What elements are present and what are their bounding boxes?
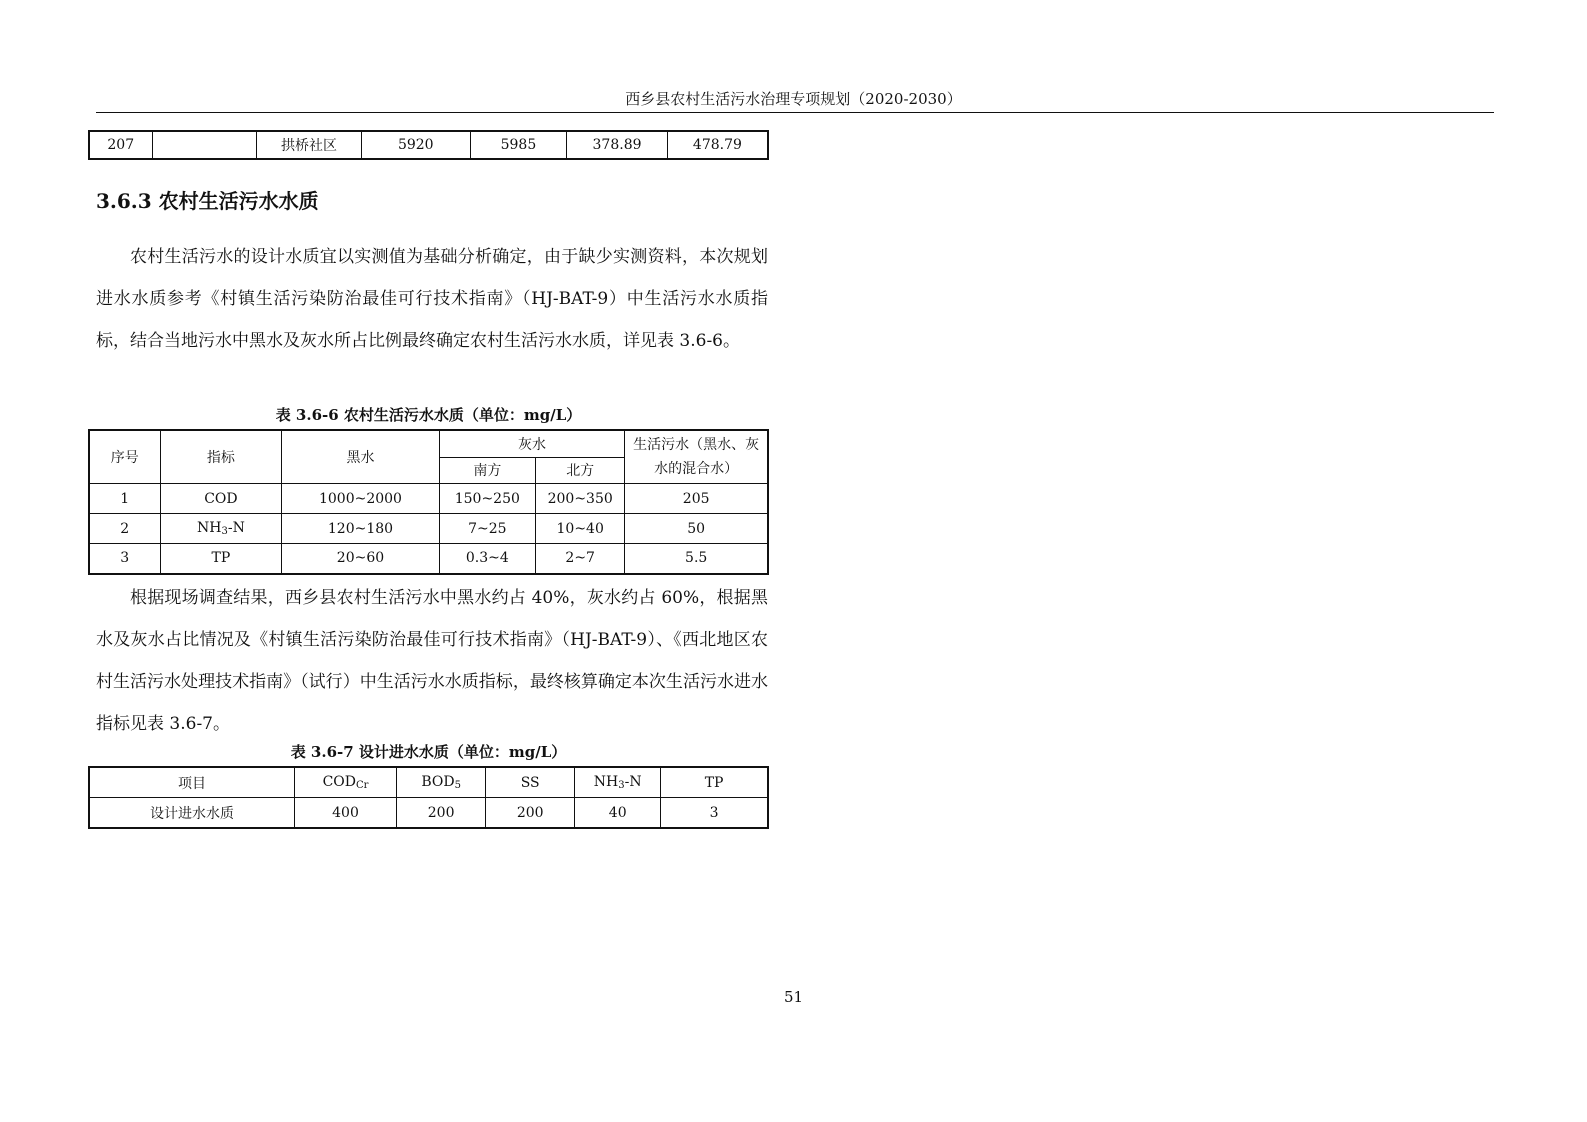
paragraph-intro [96,236,768,362]
table-caption: 表 3.6-7 设计进水水质（单位：mg/L） [290,743,567,761]
cell-tp: 3 [661,798,768,829]
header-mixed-water: 生活污水（黑水、灰水的混合水） [625,430,768,484]
table-row [89,798,768,829]
table-header-row [89,430,768,457]
cell-no: 1 [89,484,160,514]
table-row [89,131,768,159]
indicator-subscript: 3 [221,526,228,537]
cell-mixed: 50 [625,514,768,544]
cell-item: 设计进水水质 [89,798,294,829]
table-row [89,514,768,544]
nh-subscript: 3 [618,780,625,791]
cell-value: 5985 [470,131,567,159]
cell-no: 3 [89,544,160,574]
cell-indicator: TP [160,544,282,574]
cell-blank [152,131,257,159]
nh-tail: -N [624,774,642,790]
cell-no: 2 [89,514,160,544]
cell-south: 7~25 [439,514,535,544]
table-header-row [89,767,768,798]
header-nh3n [575,767,661,798]
running-header-title: 西乡县农村生活污水治理专项规划（2020-2030） [625,90,962,108]
cell-north: 2~7 [536,544,625,574]
cell-no: 207 [89,131,152,159]
indicator-main: NH [197,520,222,536]
cell-cod: 400 [294,798,396,829]
cell-value: 478.79 [667,131,768,159]
paragraph-survey [96,577,768,745]
header-no: 序号 [89,430,160,484]
table-row [89,484,768,514]
header-black-water: 黑水 [282,430,439,484]
cell-black: 1000~2000 [282,484,439,514]
cod-main: COD [322,774,356,790]
cell-indicator: COD [160,484,282,514]
cell-mixed: 5.5 [625,544,768,574]
cell-ss: 200 [486,798,575,829]
header-tp: TP [661,767,768,798]
section-heading: 3.6.3 农村生活污水水质 [96,189,319,213]
cod-subscript: Cr [356,780,369,791]
continued-table [88,130,769,160]
water-quality-table [88,429,769,575]
bod-main: BOD [421,774,455,790]
table-row [89,544,768,574]
cell-black: 20~60 [282,544,439,574]
cell-value: 378.89 [567,131,668,159]
header-item: 项目 [89,767,294,798]
header-south: 南方 [439,457,535,483]
indicator-tail: -N [227,520,245,536]
table-caption: 表 3.6-6 农村生活污水水质（单位：mg/L） [275,406,582,424]
bod-subscript: 5 [454,780,461,791]
cell-indicator [160,514,282,544]
cell-nh3n: 40 [575,798,661,829]
cell-bod: 200 [397,798,486,829]
design-inflow-table [88,766,769,829]
cell-name: 拱桥社区 [257,131,362,159]
header-ss: SS [486,767,575,798]
cell-black: 120~180 [282,514,439,544]
header-cod [294,767,396,798]
header-grey-water: 灰水 [439,430,625,457]
page-number: 51 [783,988,804,1006]
cell-value: 5920 [361,131,470,159]
header-bod [397,767,486,798]
paragraph-text: 农村生活污水的设计水质宜以实测值为基础分析确定，由于缺少实测资料，本次规划进水水质参考《村镇生活污染防治最佳可行技术指南》（HJ-BAT-9）中生活污水水质指标，结合当地污水中黑水及灰水所占比例最终确定农村生活污水水质，详见表 3.6-6。 [96,247,768,351]
cell-north: 200~350 [536,484,625,514]
nh-main: NH [593,774,619,790]
header-north: 北方 [536,457,625,483]
cell-mixed: 205 [625,484,768,514]
cell-south: 150~250 [439,484,535,514]
header-indicator: 指标 [160,430,282,484]
cell-north: 10~40 [536,514,625,544]
header-divider [96,112,1494,113]
cell-south: 0.3~4 [439,544,535,574]
paragraph-text: 根据现场调查结果，西乡县农村生活污水中黑水约占 40%，灰水约占 60%，根据黑水及灰水占比情况及《村镇生活污染防治最佳可行技术指南》（HJ-BAT-9）、《西北地区农村生活污水处理技术指南》（试行）中生活污水水质指标，最终核算确定本次生活污水进水指标见表 3.6-7。 [96,588,768,734]
